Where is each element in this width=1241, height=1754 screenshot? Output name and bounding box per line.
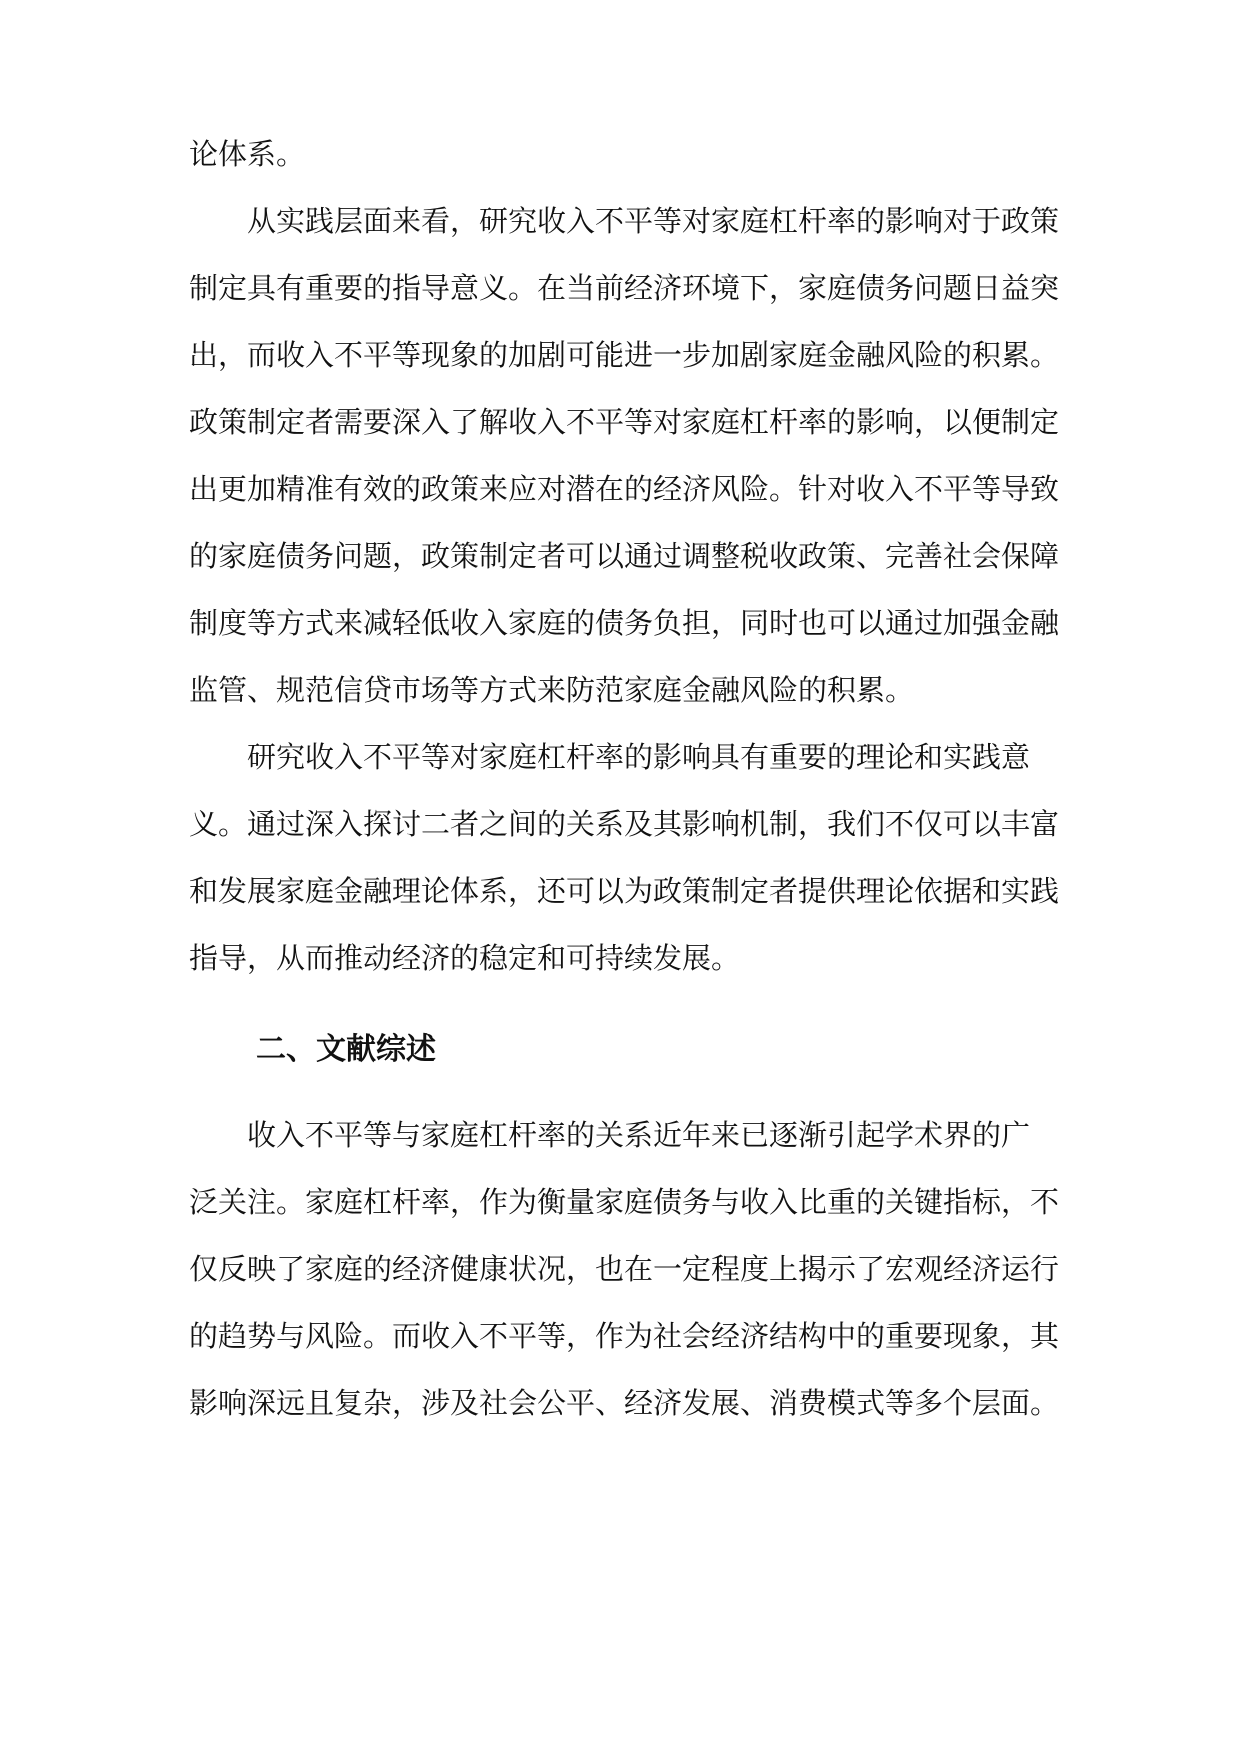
paragraph-line: 制度等方式来减轻低收入家庭的债务负担，同时也可以通过加强金融 [189,606,1060,640]
paragraph-line: 泛关注。家庭杠杆率，作为衡量家庭债务与收入比重的关键指标，不 [189,1185,1060,1219]
section-heading: 二、文献综述 [256,1032,436,1067]
paragraph-line: 和发展家庭金融理论体系，还可以为政策制定者提供理论依据和实践 [189,874,1060,908]
paragraph-line: 的家庭债务问题，政策制定者可以通过调整税收政策、完善社会保障 [189,539,1060,573]
paragraph-line: 监管、规范信贷市场等方式来防范家庭金融风险的积累。 [189,673,915,707]
paragraph-line: 的趋势与风险。而收入不平等，作为社会经济结构中的重要现象，其 [189,1319,1060,1353]
paragraph-line: 制定具有重要的指导意义。在当前经济环境下，家庭债务问题日益突 [189,271,1060,305]
paragraph-line: 从实践层面来看，研究收入不平等对家庭杠杆率的影响对于政策 [247,204,1060,238]
paragraph-line: 收入不平等与家庭杠杆率的关系近年来已逐渐引起学术界的广 [247,1118,1031,1152]
paragraph-line: 研究收入不平等对家庭杠杆率的影响具有重要的理论和实践意 [247,740,1031,774]
paragraph-line: 影响深远且复杂，涉及社会公平、经济发展、消费模式等多个层面。 [189,1386,1060,1420]
paragraph-line: 指导，从而推动经济的稳定和可持续发展。 [189,941,741,975]
paragraph-line: 仅反映了家庭的经济健康状况，也在一定程度上揭示了宏观经济运行 [189,1252,1060,1286]
paragraph-line: 政策制定者需要深入了解收入不平等对家庭杠杆率的影响，以便制定 [189,405,1060,439]
paragraph-line: 出更加精准有效的政策来应对潜在的经济风险。针对收入不平等导致 [189,472,1060,506]
paragraph-line: 义。通过深入探讨二者之间的关系及其影响机制，我们不仅可以丰富 [189,807,1060,841]
paragraph-line: 出，而收入不平等现象的加剧可能进一步加剧家庭金融风险的积累。 [189,338,1060,372]
paragraph-line: 论体系。 [189,137,306,171]
